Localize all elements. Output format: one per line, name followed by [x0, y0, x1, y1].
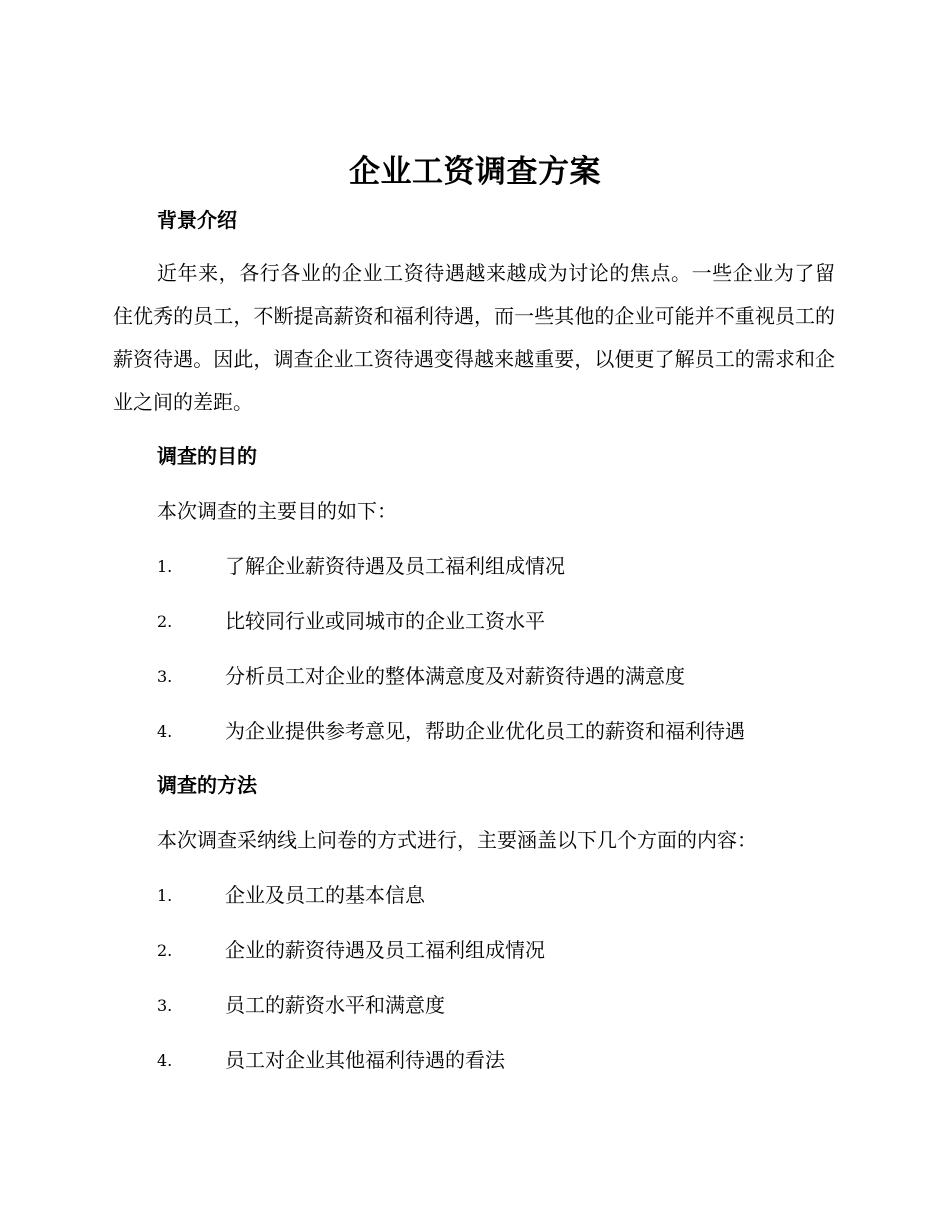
list-item-text: 企业的薪资待遇及员工福利组成情况: [225, 938, 545, 962]
background-paragraph: 近年来，各行各业的企业工资待遇越来越成为讨论的焦点。一些企业为了留住优秀的员工，不断提高薪资和福利待遇，而一些其他的企业可能并不重视员工的薪资待遇。因此，调查企业工资待遇变得越来越重要，以便更了解员工的需求和企业之间的差距。: [113, 261, 835, 414]
list-item: [157, 717, 857, 745]
section-heading-background: 背景介绍: [157, 208, 237, 232]
list-item-text: 比较同行业或同城市的企业工资水平: [225, 609, 545, 633]
purpose-intro: 本次调查的主要目的如下：: [157, 499, 397, 523]
list-item-text: 了解企业薪资待遇及员工福利组成情况: [225, 554, 565, 578]
list-item-text: 员工对企业其他福利待遇的看法: [225, 1048, 505, 1072]
list-item-number: 1.: [157, 557, 173, 576]
list-item-number: 1.: [157, 886, 173, 905]
list-item-number: 3.: [157, 996, 173, 1015]
list-item-number: 3.: [157, 667, 173, 686]
list-item-number: 4.: [157, 722, 173, 741]
list-item: [157, 607, 857, 635]
list-item-number: 2.: [157, 941, 173, 960]
list-item: [157, 1046, 857, 1074]
list-item-text: 企业及员工的基本信息: [225, 883, 425, 907]
list-item: [157, 881, 857, 909]
list-item-number: 2.: [157, 612, 173, 631]
list-item-text: 员工的薪资水平和满意度: [225, 993, 445, 1017]
list-item: [157, 662, 857, 690]
list-item-text: 为企业提供参考意见，帮助企业优化员工的薪资和福利待遇: [225, 719, 745, 743]
list-item-number: 4.: [157, 1051, 173, 1070]
list-item: [157, 552, 857, 580]
method-intro: 本次调查采纳线上问卷的方式进行，主要涵盖以下几个方面的内容：: [157, 828, 757, 852]
section-heading-method: 调查的方法: [157, 773, 257, 797]
document-title: 企业工资调查方案: [349, 154, 601, 190]
list-item: [157, 991, 857, 1019]
list-item-text: 分析员工对企业的整体满意度及对薪资待遇的满意度: [225, 664, 685, 688]
section-heading-purpose: 调查的目的: [157, 444, 257, 468]
list-item: [157, 936, 857, 964]
